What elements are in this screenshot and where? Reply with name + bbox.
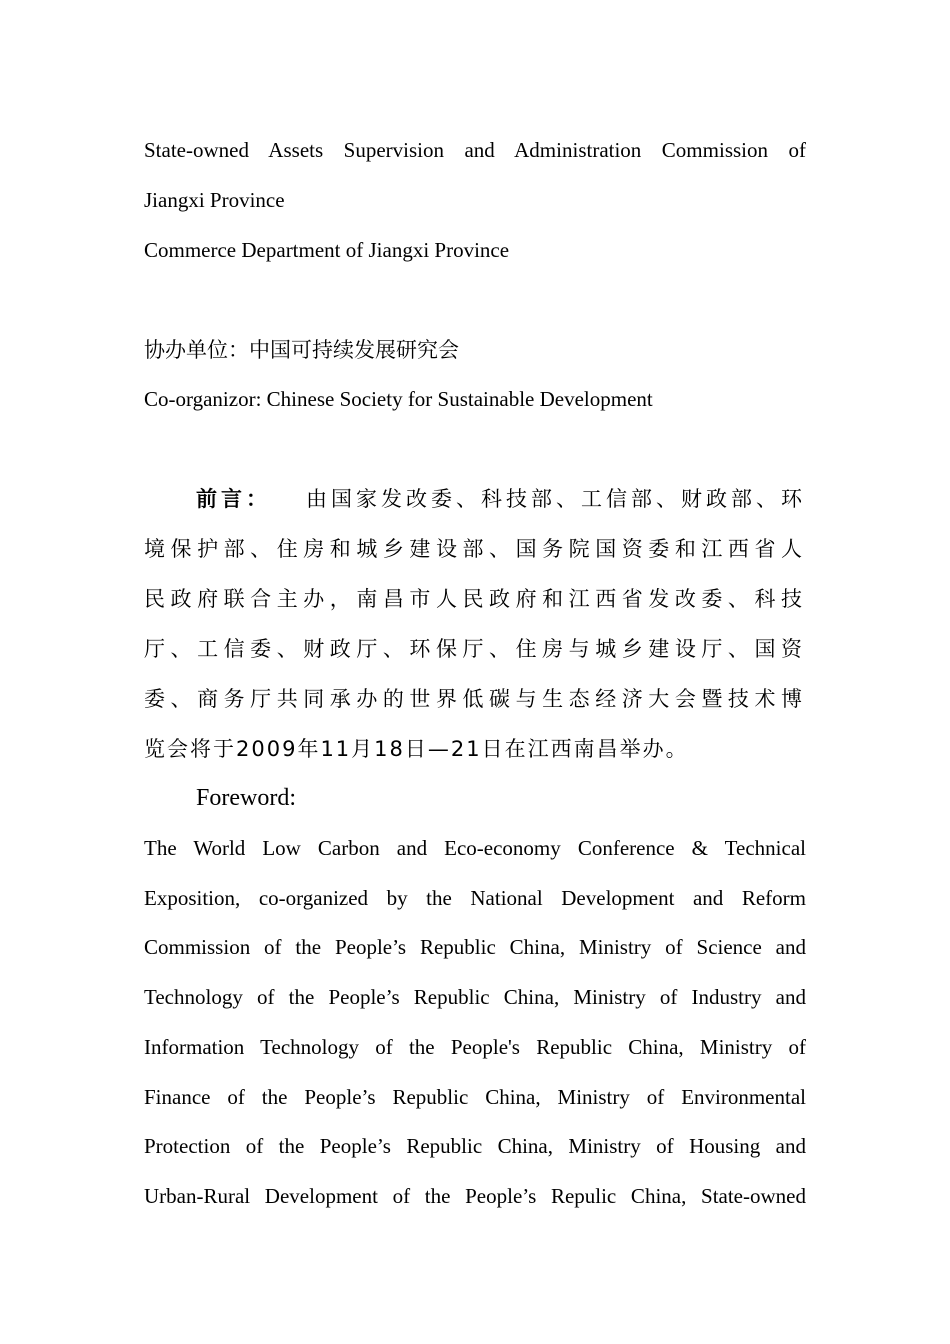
foreword-line-2: Exposition, co-organized by the National Development and Reform	[144, 886, 806, 910]
foreword-line-6: Finance of the People’s Republic China, Ministry of Environmental	[144, 1085, 806, 1109]
preface-line-1-text: 由国家发改委、科技部、工信部、财政部、环	[306, 487, 806, 511]
preface-heading: 前言：	[196, 487, 271, 511]
preface-cn-line-6: 览会将于2009年11月18日—21日在江西南昌举办。	[144, 737, 689, 761]
coorganizer-en: Co-organizor: Chinese Society for Sustainable Development	[144, 387, 653, 411]
foreword-line-8: Urban-Rural Development of the People’s Repulic China, State-owned	[144, 1184, 806, 1208]
organizer-line-3: Commerce Department of Jiangxi Province	[144, 238, 510, 262]
organizer-line-1: State-owned Assets Supervision and Administration Commission of	[144, 138, 806, 162]
foreword-line-4: Technology of the People’s Republic China, Ministry of Industry and	[144, 985, 806, 1009]
preface-cn-line-3: 民政府联合主办，南昌市人民政府和江西省发改委、科技	[144, 587, 806, 611]
preface-cn-line-1	[196, 484, 806, 514]
foreword-line-7: Protection of the People’s Republic China, Ministry of Housing and	[144, 1134, 806, 1158]
foreword-line-1: The World Low Carbon and Eco-economy Conference & Technical	[144, 836, 806, 860]
foreword-line-5: Information Technology of the People's Republic China, Ministry of	[144, 1035, 806, 1059]
preface-cn-line-4: 厅、工信委、财政厅、环保厅、住房与城乡建设厅、国资	[144, 637, 806, 661]
coorganizer-cn: 协办单位：中国可持续发展研究会	[144, 338, 459, 362]
foreword-line-3: Commission of the People’s Republic China, Ministry of Science and	[144, 935, 806, 959]
preface-cn-line-2: 境保护部、住房和城乡建设部、国务院国资委和江西省人	[144, 537, 806, 561]
organizer-line-2: Jiangxi Province	[144, 188, 285, 212]
foreword-heading: Foreword:	[196, 785, 296, 811]
preface-cn-line-5: 委、商务厅共同承办的世界低碳与生态经济大会暨技术博	[144, 687, 806, 711]
